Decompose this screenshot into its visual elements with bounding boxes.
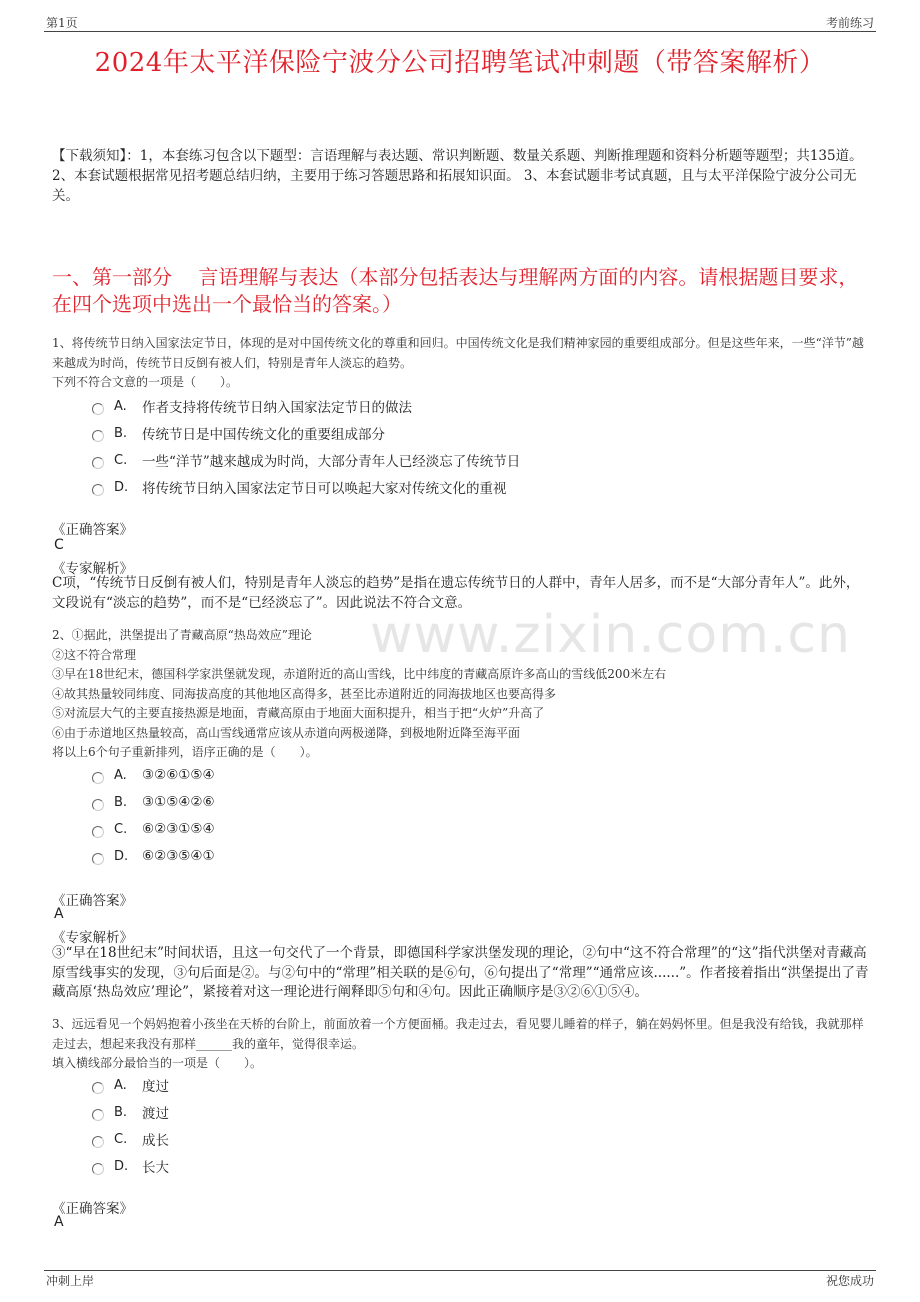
option-text: 传统节日是中国传统文化的重要组成部分 [142, 427, 385, 443]
stem-line: ⑥由于赤道地区热量较高，高山雪线通常应该从赤道向两极递降，到极地附近降至海平面 [52, 725, 521, 740]
option-text: ③②⑥①⑤④ [142, 767, 215, 783]
stem-line: ③早在18世纪末，德国科学家洪堡就发现，赤道附近的高山雪线，比中纬度的青藏高原许多高山的雪线低200米左右 [52, 667, 667, 681]
answer-label: 《正确答案》 [52, 522, 133, 538]
option-text: 作者支持将传统节日纳入国家法定节日的做法 [142, 400, 412, 416]
analysis-label: 《专家解析》 [52, 561, 133, 577]
stem-prompt: 下列不符合文意的一项是（ ）。 [52, 375, 239, 389]
option-letter: D. [114, 479, 129, 495]
answer-value: C [54, 537, 64, 553]
footer-rule [44, 1270, 876, 1271]
radio-icon[interactable] [92, 1163, 104, 1175]
option-text: 长大 [142, 1160, 169, 1176]
radio-icon[interactable] [92, 799, 104, 811]
header-rule [44, 31, 876, 32]
stem-line: ⑤对流层大气的主要直接热源是地面，青藏高原由于地面大面积提升，相当于把“火炉”升高了 [52, 706, 545, 720]
stem-line: ②这不符合常理 [52, 647, 137, 662]
radio-icon[interactable] [92, 853, 104, 865]
radio-icon[interactable] [92, 826, 104, 838]
answer-value: A [54, 1214, 64, 1230]
option-text: ③①⑤④②⑥ [142, 794, 215, 810]
option-b[interactable] [92, 1102, 169, 1122]
stem-text: 3、远远看见一个妈妈抱着小孩坐在天桥的台阶上，前面放着一个方便面桶。我走过去，看见婴儿睡着的样子，躺在妈妈怀里。但是我没有给钱，我就那样走过去，想起来我没有那样______我的童年，觉得很幸运。 [52, 1017, 864, 1051]
radio-icon[interactable] [92, 430, 104, 442]
option-c[interactable] [92, 820, 215, 838]
option-text: 一些“洋节”越来越成为时尚，大部分青年人已经淡忘了传统节日 [142, 454, 521, 470]
option-letter: A. [114, 767, 127, 783]
option-letter: C. [114, 821, 128, 837]
option-letter: A. [114, 398, 127, 414]
option-text: 渡过 [142, 1106, 169, 1122]
header-label: 考前练习 [825, 16, 874, 30]
radio-icon[interactable] [92, 772, 104, 784]
option-text: 度过 [142, 1079, 169, 1095]
option-letter: D. [114, 1158, 129, 1174]
option-letter: D. [114, 848, 129, 864]
page-number: 第1页 [46, 16, 78, 30]
option-letter: B. [114, 1104, 128, 1120]
stem-text: 1、将传统节日纳入国家法定节日，体现的是对中国传统文化的尊重和回归。中国传统文化是我们精神家园的重要组成部分。但是这些年来，一些“洋节”越来越成为时尚，传统节日反倒有被人们，特别是青年人淡忘的趋势。 [52, 336, 864, 370]
option-text: 将传统节日纳入国家法定节日可以唤起大家对传统文化的重视 [142, 481, 507, 497]
option-text: ⑥②③⑤④① [142, 848, 215, 864]
option-c[interactable] [92, 1129, 169, 1149]
option-a[interactable] [92, 396, 412, 416]
radio-icon[interactable] [92, 1082, 104, 1094]
answer-label: 《正确答案》 [52, 1201, 133, 1217]
option-letter: B. [114, 794, 128, 810]
option-text: 成长 [142, 1133, 169, 1149]
analysis-text: ③“早在18世纪末”时间状语，且这一句交代了一个背景，即德国科学家洪堡发现的理论，②句中“这不符合常理”的“这”指代洪堡对青藏高原雪线事实的发现，③句后面是②。与②句中的“常理”相关联的是⑥句，⑥句提出了“常理”“通常应该......”。作者接着指出“洪堡提出了青藏高原‘热岛效应’理论”，紧接着对这一理论进行阐释即⑤句和④句。因此正确顺序是③②⑥①⑤④。 [52, 945, 869, 1000]
option-c[interactable] [92, 450, 520, 470]
answer-value: A [54, 906, 64, 922]
question-3-stem [52, 1015, 872, 1074]
question-1-stem [52, 334, 872, 393]
question-2-stem [52, 626, 872, 763]
option-a[interactable] [92, 766, 215, 784]
option-letter: C. [114, 1131, 128, 1147]
download-notice: 【下载须知】：1，本套练习包含以下题型：言语理解与表达题、常识判断题、数量关系题、判断推理题和资料分析题等题型；共135道。 2、本套试题根据常见招考题总结归纳，主要用于练习答题思路和拓展知识面。 3、本套试题非考试真题，且与太平洋保险宁波分公司无关。 [52, 148, 863, 204]
option-d[interactable] [92, 847, 215, 865]
analysis-text: C项，“传统节日反倒有被人们，特别是青年人淡忘的趋势”是指在遗忘传统节日的人群中，青年人居多，而不是“大部分青年人”。此外，文段说有“淡忘的趋势”，而不是“已经淡忘了”。因此说法不符合文意。 [52, 575, 860, 611]
option-text: ⑥②③①⑤④ [142, 821, 215, 837]
section-heading: 一、第一部分 言语理解与表达（本部分包括表达与理解两方面的内容。请根据题目要求，在四个选项中选出一个最恰当的答案。） [52, 265, 859, 316]
answer-label: 《正确答案》 [52, 893, 133, 909]
radio-icon[interactable] [92, 457, 104, 469]
radio-icon[interactable] [92, 1136, 104, 1148]
option-letter: B. [114, 425, 128, 441]
option-d[interactable] [92, 1156, 169, 1176]
option-b[interactable] [92, 423, 385, 443]
option-b[interactable] [92, 793, 215, 811]
watermark: www.zixin.com.cn [370, 605, 851, 665]
document-title: 2024年太平洋保险宁波分公司招聘笔试冲刺题（带答案解析） [94, 48, 826, 78]
option-letter: A. [114, 1077, 127, 1093]
option-d[interactable] [92, 477, 507, 497]
stem-line: 2、①据此，洪堡提出了青藏高原“热岛效应”理论 [52, 628, 312, 642]
stem-prompt: 填入横线部分最恰当的一项是（ ）。 [52, 1056, 263, 1070]
analysis-label: 《专家解析》 [52, 930, 133, 946]
option-a[interactable] [92, 1075, 169, 1095]
radio-icon[interactable] [92, 403, 104, 415]
radio-icon[interactable] [92, 484, 104, 496]
stem-prompt: 将以上6个句子重新排列，语序正确的是（ ）。 [52, 745, 318, 759]
stem-line: ④故其热量较同纬度、同海拔高度的其他地区高得多，甚至比赤道附近的同海拔地区也要高得多 [52, 686, 557, 701]
footer-right: 祝您成功 [825, 1274, 874, 1288]
radio-icon[interactable] [92, 1109, 104, 1121]
option-letter: C. [114, 452, 128, 468]
footer-left: 冲刺上岸 [46, 1274, 95, 1288]
